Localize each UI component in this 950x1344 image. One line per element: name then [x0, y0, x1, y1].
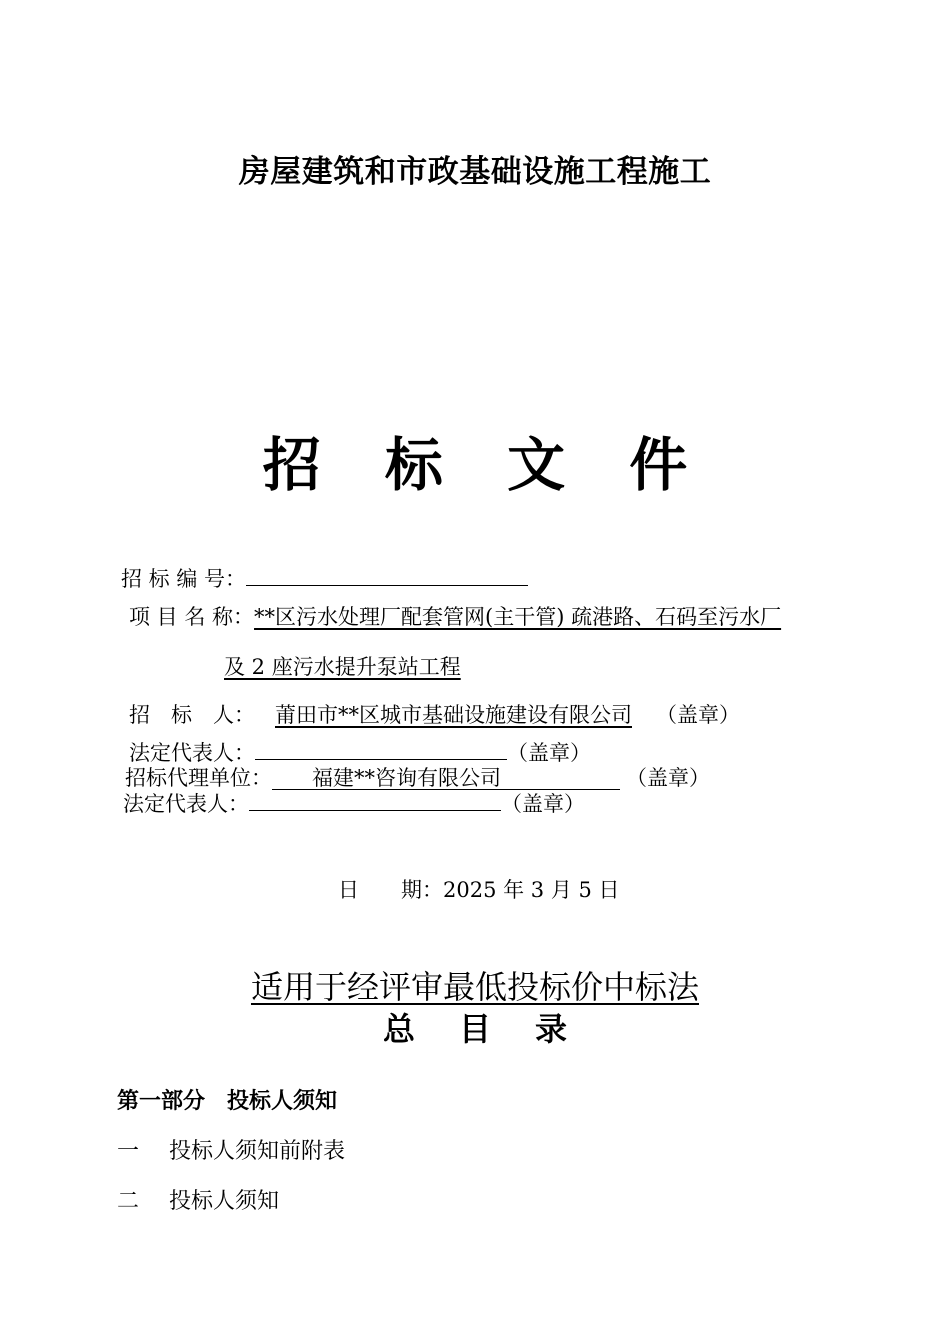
date-label: 日 期：: [338, 878, 443, 902]
document-title: 招 标 文 件: [262, 431, 710, 499]
category-title: 房屋建筑和市政基础设施工程施工: [238, 154, 712, 190]
toc-part-1: 第一部分 投标人须知: [117, 1089, 338, 1114]
tenderer-value: 莆田市**区城市基础设施建设有限公司: [275, 703, 632, 727]
agent-label: 招标代理单位：: [125, 766, 272, 790]
toc-heading-char: 目: [458, 1010, 491, 1048]
project-name-value-line2: 及 2 座污水提升泵站工程: [224, 655, 461, 679]
legal-rep-seal-note-1: （盖章）: [507, 741, 591, 765]
tender-number-row: [121, 566, 528, 592]
toc-heading-char: 录: [535, 1010, 568, 1048]
project-name-line2-row: [224, 654, 461, 680]
agent-value: 福建**咨询有限公司: [272, 767, 620, 790]
project-name-label: 项 目 名 称：: [129, 605, 255, 629]
date-row: [338, 877, 620, 903]
legal-rep-row-1: [129, 740, 591, 766]
tender-number-blank: [246, 567, 528, 586]
legal-rep-row-2: [123, 791, 585, 817]
agent-row: [125, 765, 710, 791]
date-value: 2025 年 3 月 5 日: [443, 878, 620, 902]
legal-rep-label-2: 法定代表人：: [123, 792, 249, 816]
toc-item-label: 投标人须知前附表: [169, 1139, 346, 1164]
project-name-row: [129, 604, 781, 630]
project-name-value-line1: **区污水处理厂配套管网(主干管) 疏港路、石码至污水厂: [254, 605, 782, 629]
tenderer-label: 招 标 人：: [129, 703, 255, 727]
toc-item: [117, 1184, 279, 1215]
evaluation-method-title: 适用于经评审最低投标价中标法: [250, 968, 699, 1006]
tender-number-label: 招 标 编 号：: [121, 567, 247, 591]
toc-heading-char: 总: [382, 1010, 415, 1048]
legal-rep-blank-2: [249, 792, 501, 811]
tenderer-seal-note: （盖章）: [656, 703, 740, 727]
tenderer-row: [129, 702, 740, 728]
legal-rep-seal-note-2: （盖章）: [501, 792, 585, 816]
toc-item: [117, 1134, 345, 1165]
legal-rep-label-1: 法定代表人：: [129, 741, 255, 765]
toc-item-number: 二: [117, 1189, 140, 1214]
legal-rep-blank-1: [255, 741, 507, 760]
agent-seal-note: （盖章）: [626, 766, 710, 790]
toc-item-number: 一: [117, 1139, 140, 1164]
toc-item-label: 投标人须知: [169, 1189, 280, 1214]
toc-heading: [0, 1004, 950, 1050]
